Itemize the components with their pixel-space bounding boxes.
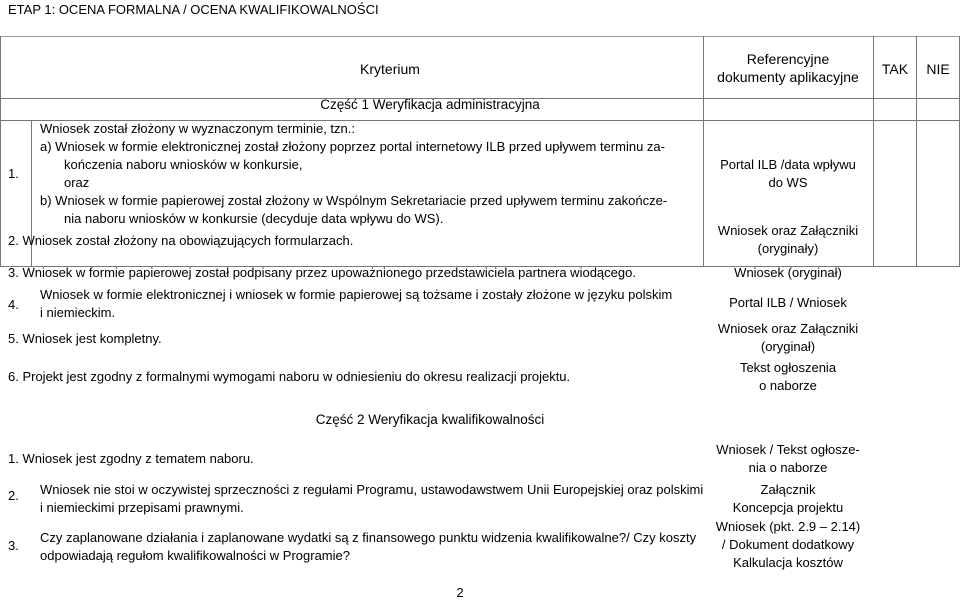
column-header-yes: TAK [881, 61, 909, 77]
row-number: 1. [8, 166, 19, 181]
criterion-1-a-line2: kończenia naboru wniosków w konkursie, [64, 157, 303, 172]
p2-reference-3-line2: / Dokument dodatkowy [721, 537, 855, 552]
p2-reference-3 [705, 518, 871, 572]
criterion-1-oraz: oraz [64, 175, 90, 190]
p2-reference-2-line2: Koncepcja projektu [732, 500, 844, 515]
p2-criterion-3-line2: odpowiadają regułom kwalifikowalności w Programie? [40, 548, 350, 563]
p2-criterion-2-line2: i niemieckimi przepisami prawnymi. [40, 500, 244, 515]
criterion-5-text: 5. Wniosek jest kompletny. [8, 331, 162, 346]
p2-reference-2 [705, 481, 871, 517]
p2-criterion-1-text: 1. Wniosek jest zgodny z tematem naboru. [8, 451, 254, 466]
row-number: 3. [8, 538, 19, 553]
page-title: ETAP 1: OCENA FORMALNA / OCENA KWALIFIKOWALNOŚCI [8, 2, 379, 17]
reference-1-line1: Portal ILB /data wpływu [720, 157, 856, 172]
column-header-criterion: Kryterium [360, 61, 420, 77]
column-header-references-line1: Referencyjne [746, 51, 830, 67]
criterion-4-line2: i niemieckim. [40, 305, 116, 320]
reference-5-line2: (oryginał) [760, 339, 816, 354]
reference-1 [705, 156, 871, 192]
criterion-4-line1: Wniosek w formie elektronicznej i wniosek w formie papierowej są tożsame i zostały złożone w języku polskim [40, 287, 673, 302]
reference-1-line2: do WS [768, 175, 808, 190]
criterion-2-text: 2. Wniosek został złożony na obowiązujących formularzach. [8, 233, 354, 248]
p2-reference-1-line2: nia o naborze [748, 460, 828, 475]
criterion-4-text [40, 286, 700, 322]
criterion-1-b-line2: nia naboru wniosków w konkursie (decyduje data wpływu do WS). [64, 211, 444, 226]
p2-reference-1 [705, 441, 871, 477]
p2-reference-2-line1: Załącznik [760, 482, 816, 497]
column-header-references [705, 50, 871, 86]
reference-2-line2: (oryginały) [757, 241, 819, 256]
criterion-1-a-line1: a) Wniosek w formie elektronicznej został złożony poprzez portal internetowy ILB przed upływem terminu za- [40, 139, 665, 154]
criterion-1-text [40, 120, 700, 228]
p2-criterion-2-line1: Wniosek nie stoi w oczywistej sprzeczności z regułami Programu, ustawodawstwem Unii Europejskiej oraz polskimi [40, 482, 704, 497]
p2-criterion-3-line1: Czy zaplanowane działania i zaplanowane wydatki są z finansowego punktu widzenia kwalifikowalne?/ Czy koszty [40, 530, 697, 545]
p2-reference-3-line1: Wniosek (pkt. 2.9 – 2.14) [715, 519, 861, 534]
p2-reference-1-line1: Wniosek / Tekst ogłosze- [716, 442, 860, 457]
criterion-1-intro: Wniosek został złożony w wyznaczonym terminie, tzn.: [40, 121, 355, 136]
reference-4: Portal ILB / Wniosek [729, 295, 847, 310]
reference-5-line1: Wniosek oraz Załączniki [717, 321, 859, 336]
reference-2-line1: Wniosek oraz Załączniki [717, 223, 859, 238]
column-header-no: NIE [926, 61, 950, 77]
reference-3: Wniosek (oryginał) [734, 265, 842, 280]
p2-criterion-2-text [40, 481, 705, 517]
row-number: 2. [8, 488, 19, 503]
reference-2 [705, 222, 871, 258]
p2-criterion-3-text [40, 529, 705, 565]
row-number: 4. [8, 297, 19, 312]
criterion-1-b-line1: b) Wniosek w formie papierowej został złożony w Wspólnym Sekretariacie przed upływem terminu zakończe- [40, 193, 668, 208]
column-header-references-line2: dokumenty aplikacyjne [717, 69, 859, 85]
page-number: 2 [456, 585, 464, 600]
reference-6 [705, 359, 871, 395]
section-title-part2: Część 2 Weryfikacja kwalifikowalności [315, 412, 545, 427]
criterion-3-text: 3. Wniosek w formie papierowej został podpisany przez upoważnionego przedstawiciela partnera wiodącego. [8, 265, 636, 280]
section-title-part1: Część 1 Weryfikacja administracyjna [320, 97, 540, 112]
reference-6-line1: Tekst ogłoszenia [739, 360, 837, 375]
reference-5 [705, 320, 871, 356]
reference-6-line2: o naborze [759, 378, 817, 393]
criterion-6-text: 6. Projekt jest zgodny z formalnymi wymogami naboru w odniesieniu do okresu realizacji projektu. [8, 369, 571, 384]
p2-reference-3-line3: Kalkulacja kosztów [733, 555, 843, 570]
